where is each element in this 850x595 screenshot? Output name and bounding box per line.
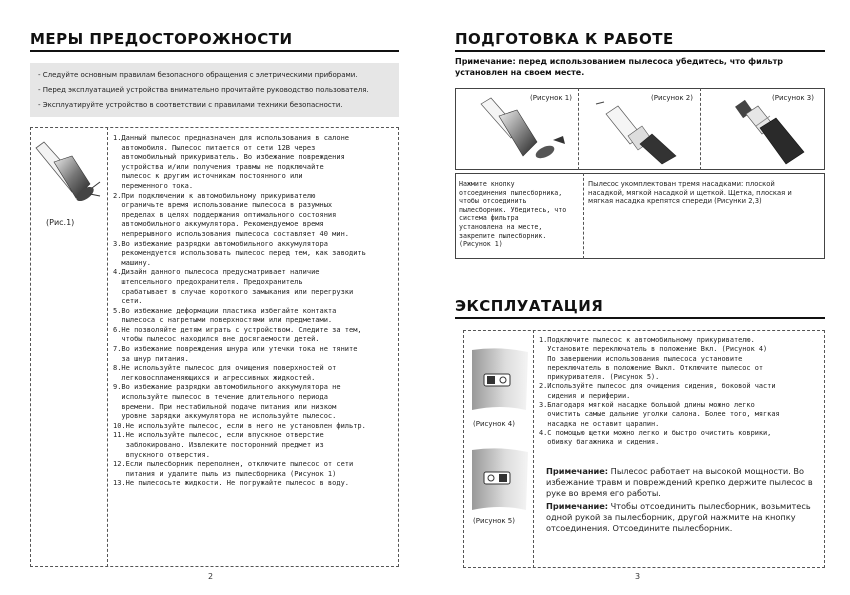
detach-line: отсоединения пылесборника,: [459, 188, 563, 197]
list-item: 3.Во избежание разрядки автомобильного аккумулятора: [113, 239, 328, 248]
list-item: чтобы пылесос находился вне досягаемости детей.: [113, 335, 320, 344]
fig4-caption: (Рисунок 4): [473, 420, 515, 428]
right-page-number: 3: [635, 572, 641, 581]
left-page-number: 2: [208, 572, 214, 581]
list-item: ограничьте время использование пылесоса в разумных: [113, 201, 333, 210]
detach-note-para: [546, 501, 820, 535]
list-item: непрерывного использования пылесоса составляет 40 мин.: [113, 229, 350, 238]
fig-divider-2: [700, 88, 701, 170]
detach-line: система фильтра: [459, 214, 519, 223]
list-item: насадка не оставит царапин.: [539, 419, 660, 428]
list-item: 3.Благодаря мягкой насадке большой длины можно легко: [539, 401, 755, 410]
list-item: штепсельного предохранителя. Предохранитель: [113, 277, 303, 286]
list-item: сети.: [113, 297, 143, 306]
list-item: прикуривателя. (Рисунок 5).: [539, 373, 660, 382]
switch-on-illustration: [470, 344, 530, 414]
nozzle-instructions: [588, 180, 824, 206]
fig-divider-1: [578, 88, 579, 170]
list-item: 13.Не пылесосьте жидкости. Не погружайте пылесос в воду.: [113, 479, 350, 488]
list-item: обивку багажника и сидения.: [539, 438, 660, 447]
detach-note-text: Чтобы отсоединить пылесборник, возьмитесь одной рукой за пылесборник, другой нажмите на кнопку отсоединения. Отсоедините пылесборник.: [546, 500, 811, 534]
list-item: автомобильного аккумулятора. Рекомендуемое время: [113, 220, 324, 229]
detach-line: чтобы отсоединить: [459, 197, 527, 206]
list-item: за шнур питания.: [113, 354, 189, 363]
fig3-caption: (Рисунок 3): [772, 94, 814, 102]
detach-line: Нажмите кнопку: [459, 180, 515, 188]
intro-line: - Эксплуатируйте устройство в соответствии с правилами техники безопасности.: [38, 101, 343, 109]
list-item: 11.Не используйте пылесос, если впускное отверстие: [113, 431, 324, 440]
instructions-divider: [583, 173, 584, 259]
power-note: [546, 466, 820, 535]
left-title-rule: [30, 50, 399, 52]
detach-note-label: Примечание:: [546, 500, 609, 511]
nozzle-line: насадкой, мягкой насадкой и щеткой. Щетка, плоская и: [588, 188, 792, 197]
list-item: 4.Дизайн данного пылесоса предусматривает наличие: [113, 268, 320, 277]
intro-box: [30, 63, 399, 117]
precautions-list: [113, 134, 396, 489]
vacuum-illustration-fig1: [32, 138, 104, 206]
list-item: машину.: [113, 258, 151, 267]
list-item: автомобильный прикуриватель. Во избежание повреждения: [113, 153, 345, 162]
list-item: 12.Если пылесборник переполнен, отключите пылесос от сети: [113, 460, 354, 469]
list-item: используйте пылесос в течение длительного периода: [113, 393, 328, 402]
list-item: 8.Не используйте пылесос для очищения поверхностей от: [113, 364, 337, 373]
list-item: Установите переключатель в положение Вкл. (Рисунок 4): [539, 345, 768, 354]
list-item: 1.Данный пылесос предназначен для использования в салоне: [113, 134, 350, 142]
vacuum-detach-illustration: [475, 94, 575, 166]
list-item: По завершении использования пылесоса установите: [539, 354, 743, 363]
list-item: рекомендуется использовать пылесос перед тем, как заводить: [113, 249, 366, 258]
filter-note: Примечание: перед использованием пылесоса убедитесь, что фильтр установлен на своем месте.: [455, 57, 783, 77]
list-item: заблокировано. Извлеките посторонний предмет из: [113, 441, 324, 449]
list-item: легковоспламеняющихся и агрессивных жидкостей.: [113, 373, 316, 382]
crevice-nozzle-illustration: [590, 100, 695, 166]
list-item: 4.С помощью щетки можно легко и быстро очистить коврики,: [539, 428, 772, 437]
right-page-title: ПОДГОТОВКА К РАБОТЕ: [455, 30, 674, 48]
fig5-caption: (Рисунок 5): [473, 517, 515, 525]
list-item: пылесоса с нагретыми поверхностями или предметами.: [113, 316, 333, 325]
brush-nozzle-illustration: [712, 96, 822, 168]
list-item: очистить самые дальние уголки салона. Более того, мягкая: [539, 410, 780, 419]
operation-list: [539, 336, 823, 448]
fig1-caption: (Рис.1): [46, 218, 75, 227]
fig1-caption-right: (Рисунок 1): [530, 94, 572, 102]
list-item: 9.Во избежание разрядки автомобильного аккумулятора не: [113, 383, 341, 392]
operation-divider: [533, 330, 534, 568]
list-item: переключатель в положение Выкл. Отключите пылесос от: [539, 363, 764, 372]
list-item: 6.Не позволяйте детям играть с устройством. Следите за тем,: [113, 325, 362, 334]
list-item: питания и удалите пыль из пылесборника (Рисунок 1): [113, 469, 337, 478]
list-item: сидения и периферии.: [539, 391, 631, 400]
fig2-caption: (Рисунок 2): [651, 94, 693, 102]
list-item: уровне зарядки аккумулятора не используйте пылесос.: [113, 412, 337, 421]
power-note-para: [546, 466, 820, 500]
intro-line: - Перед эксплуатацией устройства внимательно прочитайте руководство пользователя.: [38, 86, 369, 94]
list-item: срабатывает в случае короткого замыкания или перегрузки: [113, 287, 354, 296]
list-item: 7.Во избежание повреждения шнура или утечки тока не тяните: [113, 345, 358, 354]
list-item: 2.Используйте пылесос для очищения сидения, боковой части: [539, 382, 776, 391]
list-item: пределах в целях поддержания оптимального состояния: [113, 210, 337, 219]
detach-line: пылесборник. Убедитесь, что: [459, 205, 567, 214]
operation-title: ЭКСПЛУАТАЦИЯ: [455, 297, 604, 315]
operation-title-rule: [455, 317, 825, 319]
power-note-label: Примечание:: [546, 466, 609, 476]
list-item: 10.Не используйте пылесос, если в него не установлен фильтр.: [113, 421, 366, 430]
list-item: автомобиля. Пылесос питается от сети 12В через: [113, 143, 316, 152]
list-item: переменного тока.: [113, 181, 194, 190]
list-item: 2.При подключении к автомобильному прикуривателю: [113, 191, 316, 200]
list-item: 1.Подключите пылесос к автомобильному прикуривателю.: [539, 336, 755, 344]
detach-line: закрепите пылесборник.: [459, 231, 547, 240]
power-note-text: Пылесос работает на высокой мощности. Во избежание травм и повреждений крепко держите пылесос в руке во время его работы.: [546, 466, 813, 499]
nozzle-line: Пылесос укомплектован тремя насадками: плоской: [588, 180, 775, 188]
list-item: впускного отверстия.: [113, 450, 210, 459]
detach-instructions: [459, 180, 581, 249]
right-title-rule: [455, 50, 825, 52]
nozzle-line: мягкая насадка крепятся спереди (Рисунки 2,3): [588, 197, 762, 206]
list-item: пылесос к другим источникам постоянного или: [113, 172, 303, 181]
precautions-divider: [107, 127, 108, 567]
intro-line: - Следуйте основным правилам безопасного обращения с элетрическими приборами.: [38, 71, 358, 79]
switch-off-illustration: [470, 444, 530, 514]
list-item: 5.Во избежание деформации пластика избегайте контакта: [113, 306, 337, 315]
left-page-title: МЕРЫ ПРЕДОСТОРОЖНОСТИ: [30, 30, 293, 48]
list-item: времени. При нестабильной подаче питания или низком: [113, 402, 337, 411]
detach-line: установлена на месте,: [459, 222, 543, 231]
list-item: устройства и/или получения травмы не подключайте: [113, 162, 324, 171]
detach-line: (Рисунок 1): [459, 240, 503, 249]
